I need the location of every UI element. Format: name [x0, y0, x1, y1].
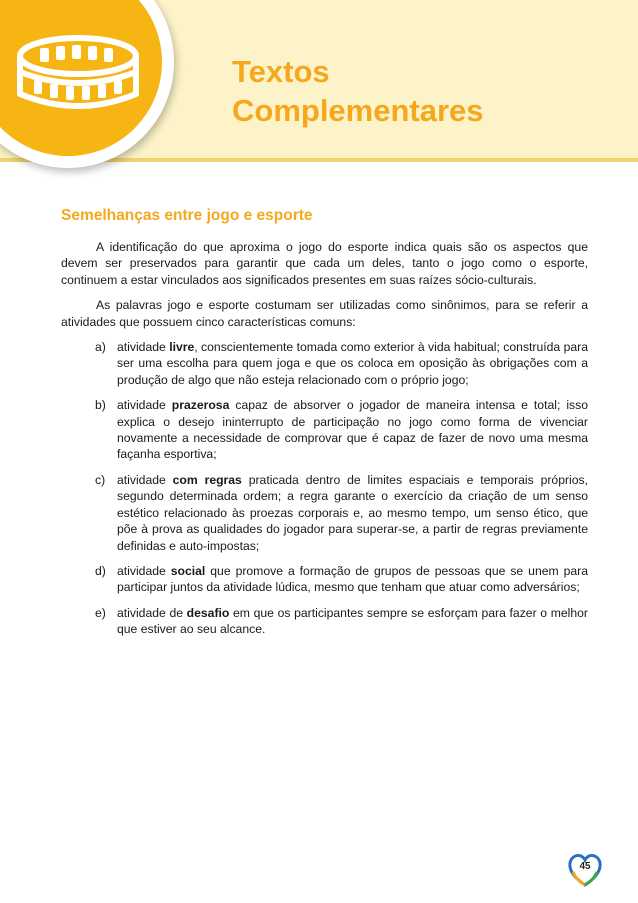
page-title-line-2: Complementares — [232, 93, 484, 128]
item-text: que promove a formação de grupos de pessoas que se unem para participar juntos da atividade lúdica, mesmo que tenham que atuar como adversários; — [117, 563, 588, 595]
list-marker: c) — [95, 472, 106, 487]
page-title-line-1: Textos — [232, 54, 330, 89]
item-text: atividade — [117, 340, 170, 355]
page-number: 45 — [579, 861, 591, 872]
list-item — [61, 563, 588, 596]
item-keyword: desafio — [186, 605, 230, 620]
item-text: em que os participantes sempre se esforçam para fazer o melhor que estiver ao seu alcance. — [117, 605, 588, 637]
item-text: atividade — [117, 563, 171, 578]
item-text: atividade — [117, 472, 173, 487]
item-text: capaz de absorver o jogador de maneira intensa e total; isso explica o desejo ininterrupto de participação no jogo como forma de vivenciar novamente a necessidade de comprovar que é capaz de fazer de novo uma mesma façanha esportiva; — [117, 398, 589, 462]
list-item — [61, 397, 588, 463]
page-number-badge — [567, 852, 603, 888]
item-text: , conscientemente tomada como exterior à vida habitual; construída para ser uma escolha para quem joga e que os coloca em oposição às obrigações com a produção de algo que não esteja relacionado com o próprio jogo; — [117, 340, 588, 387]
list-marker: d) — [95, 563, 106, 578]
list-item — [61, 472, 588, 554]
section-title: Semelhanças entre jogo e esporte — [61, 207, 313, 224]
item-text: praticada dentro de limites espaciais e temporais próprios, segundo determinada ordem; a regra garante o exercício da criação de um senso estético relacionado às proezas corporais e, ao mesmo tempo, um senso ético, que põe à prova as qualidades do jogador para superar-se, a partir de regras previamente definidas e auto-impostas; — [117, 472, 589, 553]
paragraph: A identificação do que aproxima o jogo do esporte indica quais são os aspectos que devem ser preservados para garantir que cada um deles, tanto o jogo como o esporte, continuem a estar vinculados aos significados presentes em suas raízes sócio-culturais. — [61, 240, 588, 287]
characteristics-list — [61, 339, 588, 638]
paragraph: As palavras jogo e esporte costumam ser utilizadas como sinônimos, para se referir a atividades que possuem cinco características comuns: — [61, 298, 588, 329]
list-marker: a) — [95, 340, 106, 355]
header-emblem — [0, 0, 174, 168]
page-title — [232, 52, 484, 130]
list-item — [61, 605, 588, 638]
item-text: atividade de — [117, 605, 187, 620]
item-keyword: com regras — [172, 472, 242, 487]
item-keyword: livre — [169, 340, 195, 355]
item-keyword: social — [170, 563, 206, 578]
list-item — [61, 339, 588, 388]
list-marker: b) — [95, 398, 106, 413]
item-text: atividade — [117, 398, 172, 413]
main-content — [61, 206, 588, 647]
list-marker: e) — [95, 605, 106, 620]
stadium-icon — [0, 0, 162, 156]
item-keyword: prazerosa — [171, 398, 230, 413]
